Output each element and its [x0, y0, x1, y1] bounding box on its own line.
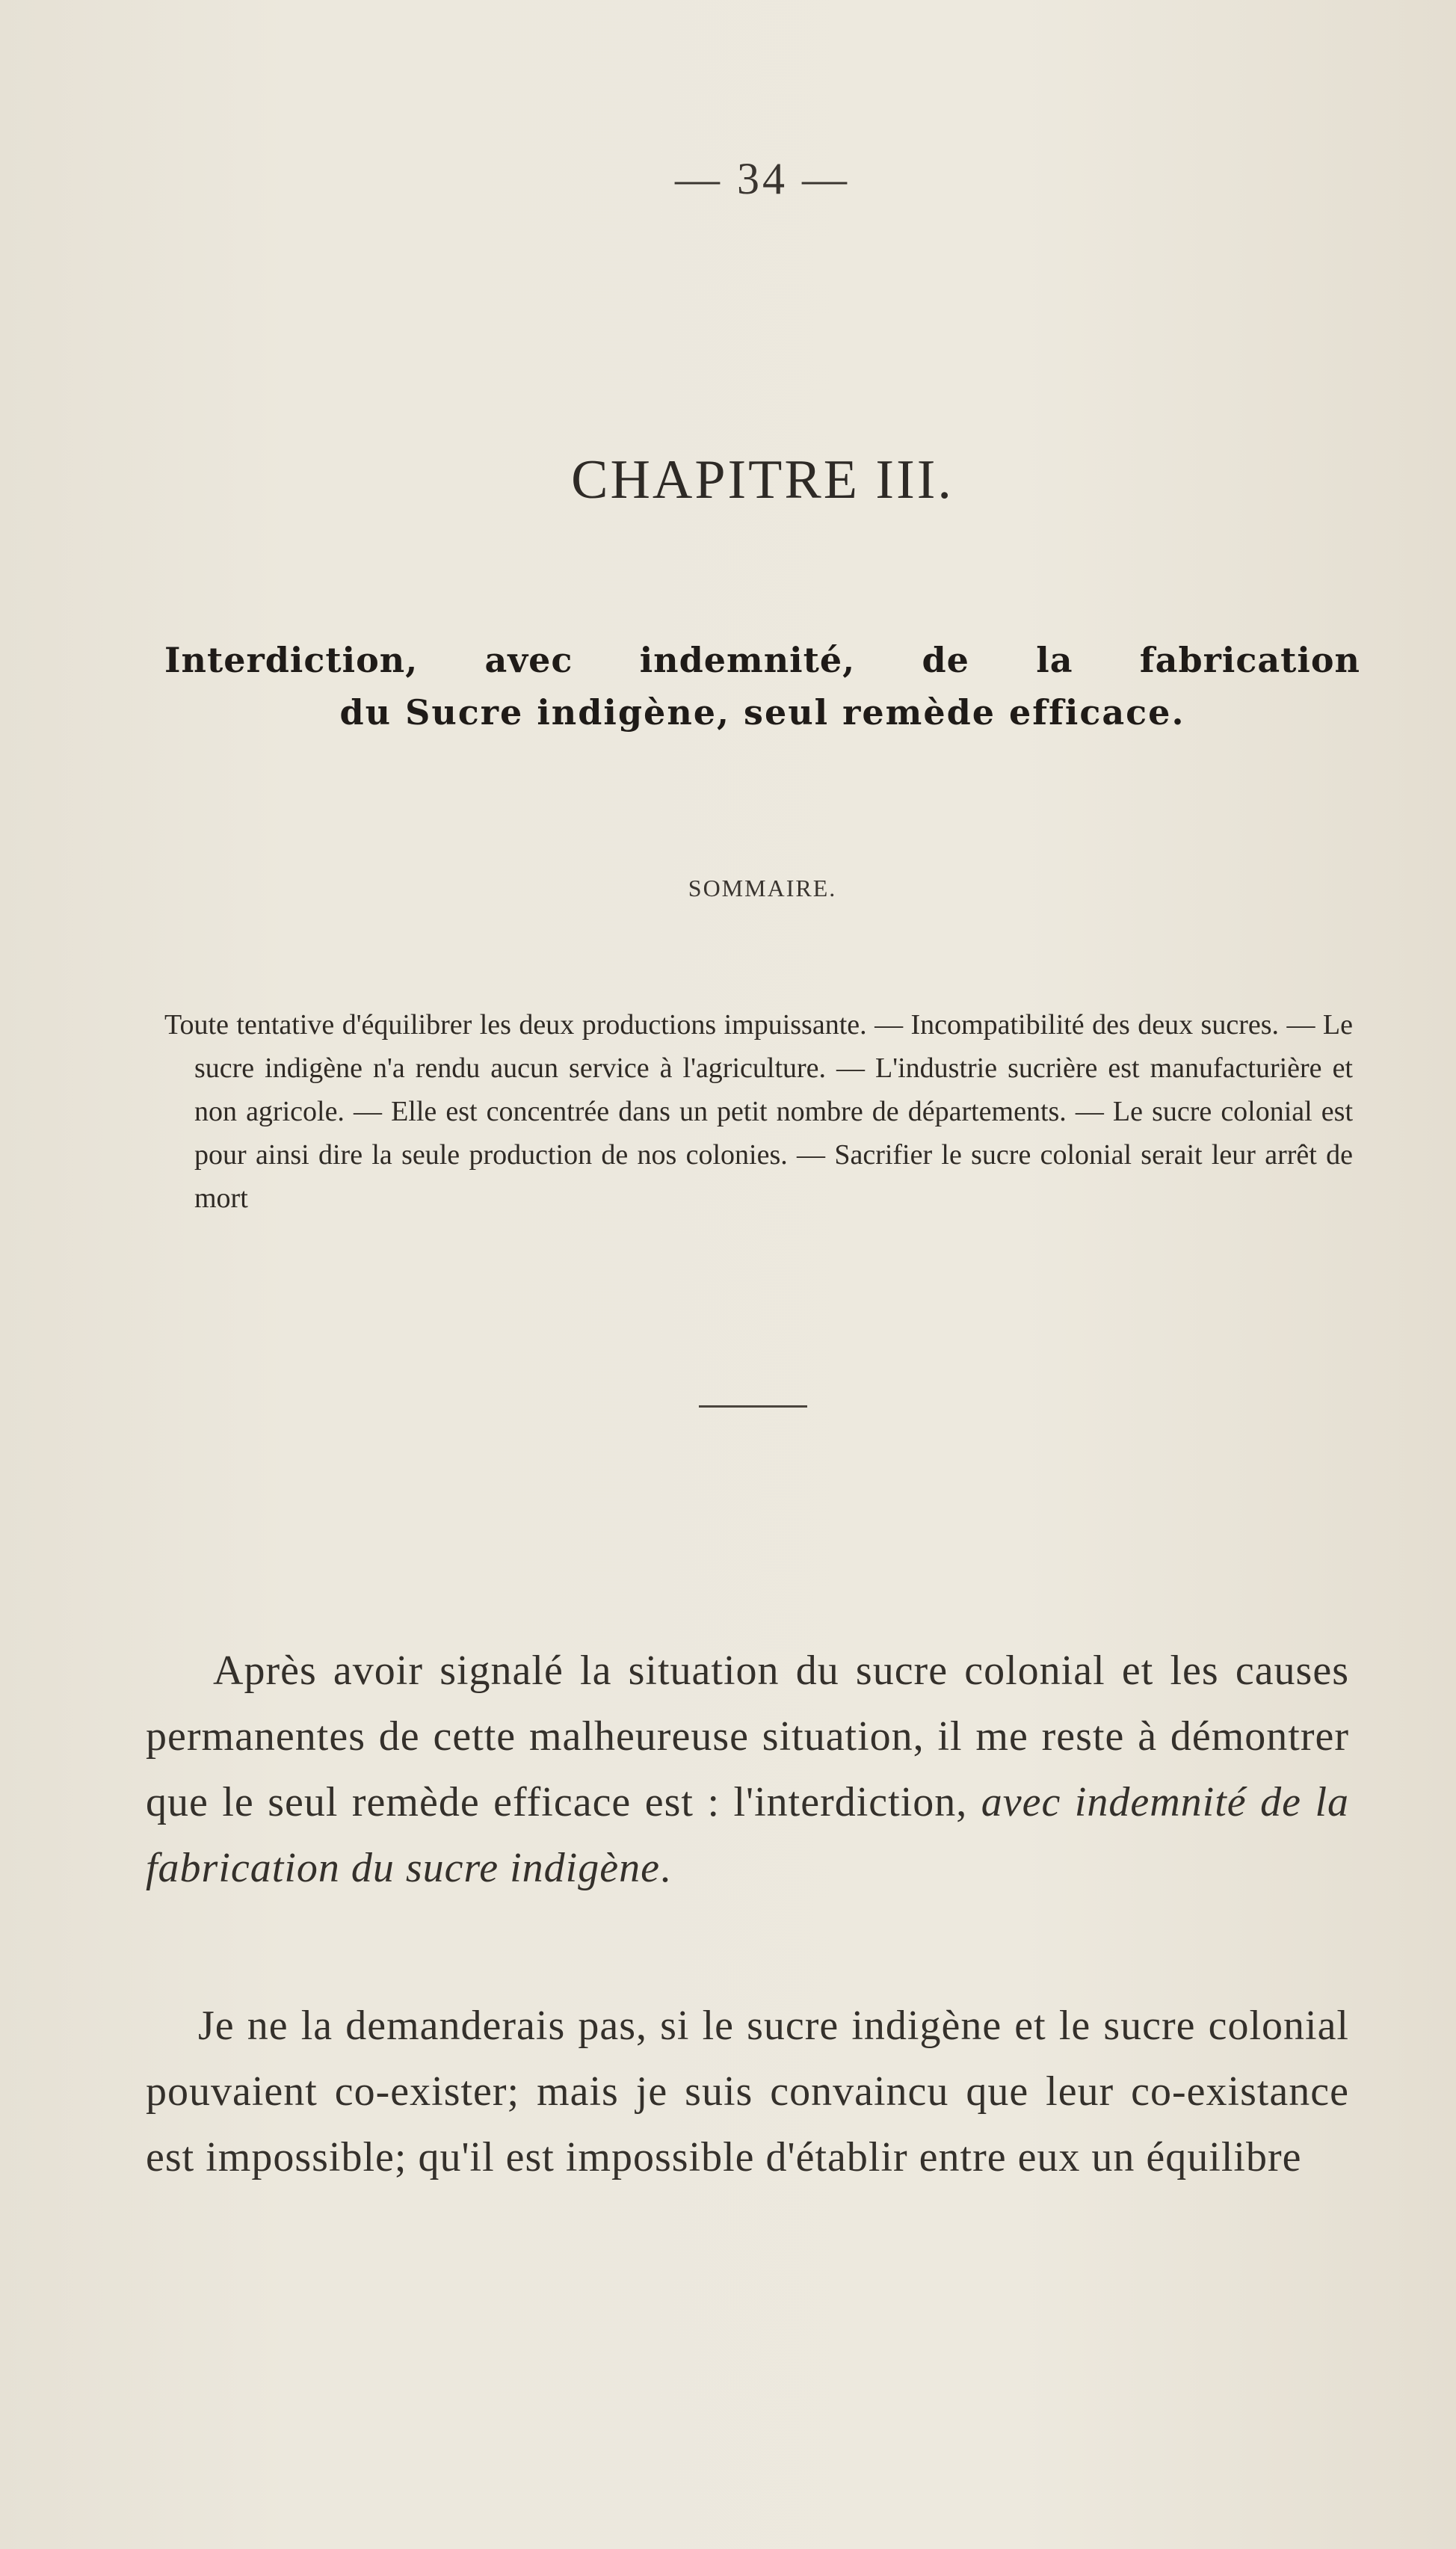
- page-number: — 34 —: [675, 154, 850, 203]
- subtitle-line-1: Interdiction, avec indemnité, de la fabrication: [164, 640, 1360, 680]
- chapter-title: CHAPITRE III.: [571, 449, 954, 511]
- chapter-subtitle: [164, 634, 1360, 739]
- body-paragraph-1: [146, 1638, 1349, 1901]
- summary-text: [164, 1003, 1353, 1220]
- para1-end: .: [659, 1845, 671, 1891]
- summary-heading: SOMMAIRE.: [688, 875, 837, 901]
- subtitle-line-2: du Sucre indigène, seul remède efficace.: [339, 692, 1185, 733]
- para1-text: Après avoir signalé la situation du sucre colonial et les causes permanentes de cette malheureuse situation, il me reste à démontrer que le seul remède efficace est : l'interdiction,: [146, 1648, 1349, 1825]
- para1-italic: avec indemnité de la fabrication du sucre indigène: [146, 1779, 1350, 1891]
- body-paragraph-2: Je ne la demanderais pas, si le sucre indigène et le sucre colonial pouvaient co-exister; mais je suis convaincu que leur co-existance est impossible; qu'il est impossible d'établir entre eux un équilibre: [146, 2003, 1349, 2180]
- section-separator: [699, 1405, 807, 1408]
- summary-paragraph: Toute tentative d'équilibrer les deux productions impuissante. — Incompatibilité des deux sucres. — Le sucre indigène n'a rendu aucun service à l'agriculture. — L'industrie sucrière est manufacturière et non agricole. — Elle est concentrée dans un petit nombre de départements. — Le sucre colonial est pour ainsi dire la seule production de nos colonies. — Sacrifier le sucre colonial serait leur arrêt de mort: [164, 1009, 1353, 1214]
